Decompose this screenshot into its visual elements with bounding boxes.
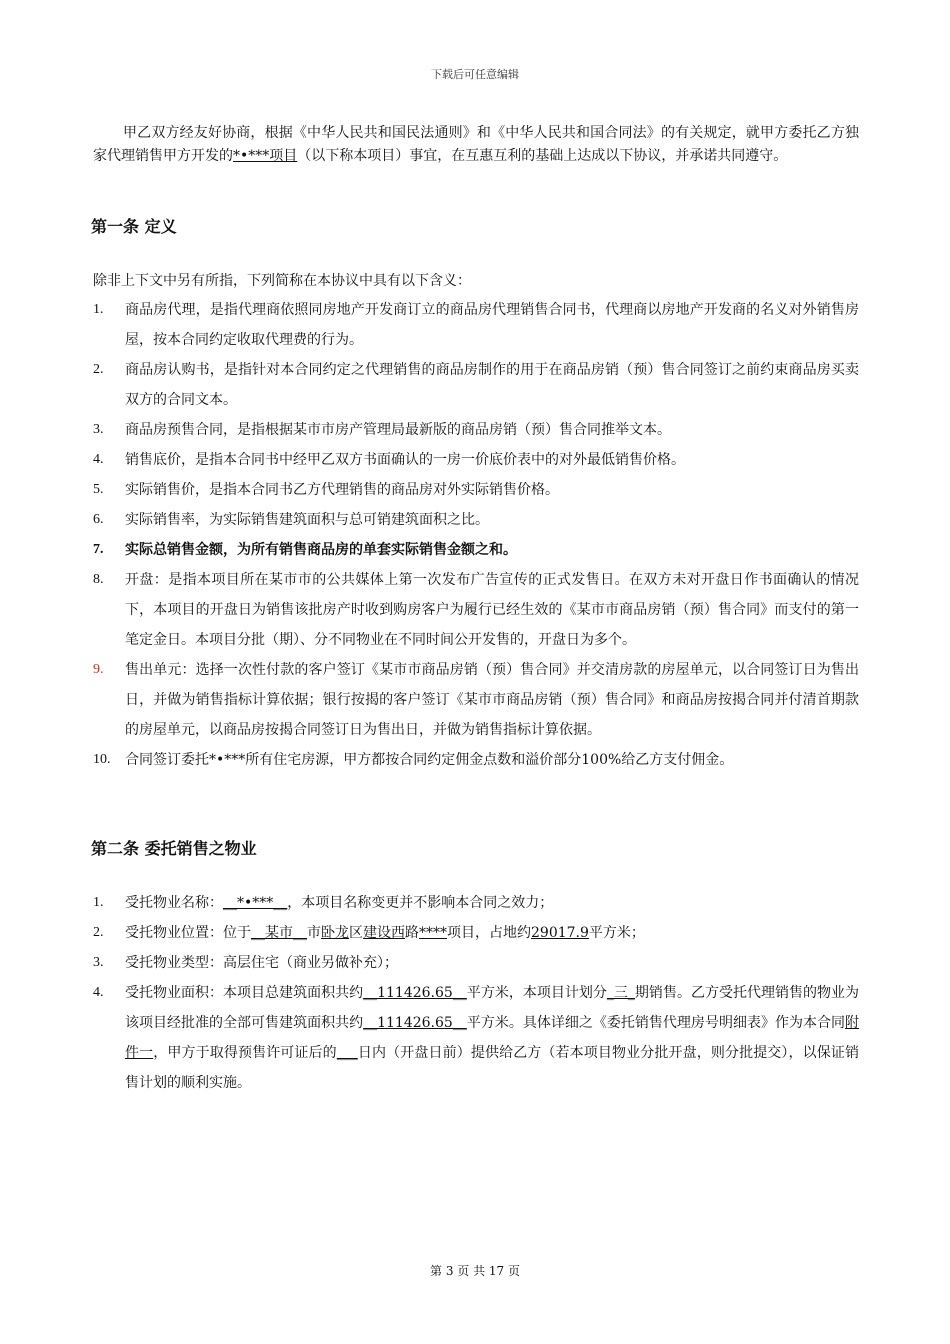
list-item: 5. 实际销售价，是指本合同书乙方代理销售的商品房对外实际销售价格。 (93, 482, 559, 498)
section1-lead: 除非上下文中另有所指，下列简称在本协议中具有以下含义： (93, 273, 471, 289)
list-item: 4. 受托物业面积：本项目总建筑面积共约__111426.65__平方米，本项目计划分_三_期销售。乙方受托代理销售的物业为该项目经批准的全部可售建筑面积共约__111426.65__平方米。具体详细之《委托销售代理房号明细表》作为本合同附件一，甲方于取得预售许可证后的___日内（开盘日前）提供给乙方（若本项目物业分批开盘，则分批提交），以保证销售计划的顺利实施。 (93, 985, 860, 1091)
project-name: *•***项目 (233, 148, 298, 164)
definitions-list (93, 295, 859, 775)
page-footer: 第 3 页 共 17 页 (430, 1264, 520, 1278)
page-header: 下载后可任意编辑 (431, 68, 519, 81)
list-item: 1. 商品房代理，是指代理商依照同房地产开发商订立的商品房代理销售合同书，代理商以房地产开发商的名义对外销售房屋，按本合同约定收取代理费的行为。 (93, 302, 859, 348)
list-item: 2. 受托物业位置：位于__某市__市卧龙区建设西路****项目，占地约29017.9平方米； (93, 925, 645, 941)
list-item: 7. 实际总销售金额，为所有销售商品房的单套实际销售金额之和。 (93, 542, 517, 558)
list-item: 2. 商品房认购书，是指针对本合同约定之代理销售的商品房制作的用于在商品房销（预）售合同签订之前约束商品房买卖双方的合同文本。 (93, 362, 859, 408)
intro-paragraph: 甲乙双方经友好协商，根据《中华人民共和国民法通则》和《中华人民共和国合同法》的有关规定，就甲方委托乙方独家代理销售甲方开发的*•***项目（以下称本项目）事宜，在互惠互利的基础上达成以下协议，并承诺共同遵守。 (93, 125, 859, 164)
list-item: 10. 合同签订委托*•***所有住宅房源，甲方都按合同约定佣金点数和溢价部分100%给乙方支付佣金。 (93, 752, 734, 768)
section2-title: 第二条 委托销售之物业 (91, 839, 257, 858)
list-item: 3. 商品房预售合同，是指根据某市市房产管理局最新版的商品房销（预）售合同推举文本。 (93, 422, 671, 438)
section1-title: 第一条 定义 (91, 217, 177, 236)
list-item: 9. 售出单元：选择一次性付款的客户签订《某市市商品房销（预）售合同》并交清房款的房屋单元，以合同签订日为售出日，并做为销售指标计算依据；银行按揭的客户签订《某市市商品房销（预）售合同》和商品房按揭合同并付清首期款的房屋单元，以商品房按揭合同签订日为售出日，并做为销售指标计算依据。 (93, 662, 859, 738)
list-item: 1. 受托物业名称：__*•***__，本项目名称变更并不影响本合同之效力； (93, 895, 554, 911)
list-item: 3. 受托物业类型：高层住宅（商业另做补充）； (93, 955, 398, 971)
property-list (93, 888, 859, 1098)
list-item: 4. 销售底价，是指本合同书中经甲乙双方书面确认的一房一价底价表中的对外最低销售价格。 (93, 452, 685, 468)
list-item: 6. 实际销售率，为实际销售建筑面积与总可销建筑面积之比。 (93, 512, 489, 528)
list-item: 8. 开盘：是指本项目所在某市市的公共媒体上第一次发布广告宣传的正式发售日。在双方未对开盘日作书面确认的情况下，本项目的开盘日为销售该批房产时收到购房客户为履行已经生效的《某市市商品房销（预）售合同》而支付的第一笔定金日。本项目分批（期）、分不同物业在不同时间公开发售的，开盘日为多个。 (93, 572, 859, 648)
